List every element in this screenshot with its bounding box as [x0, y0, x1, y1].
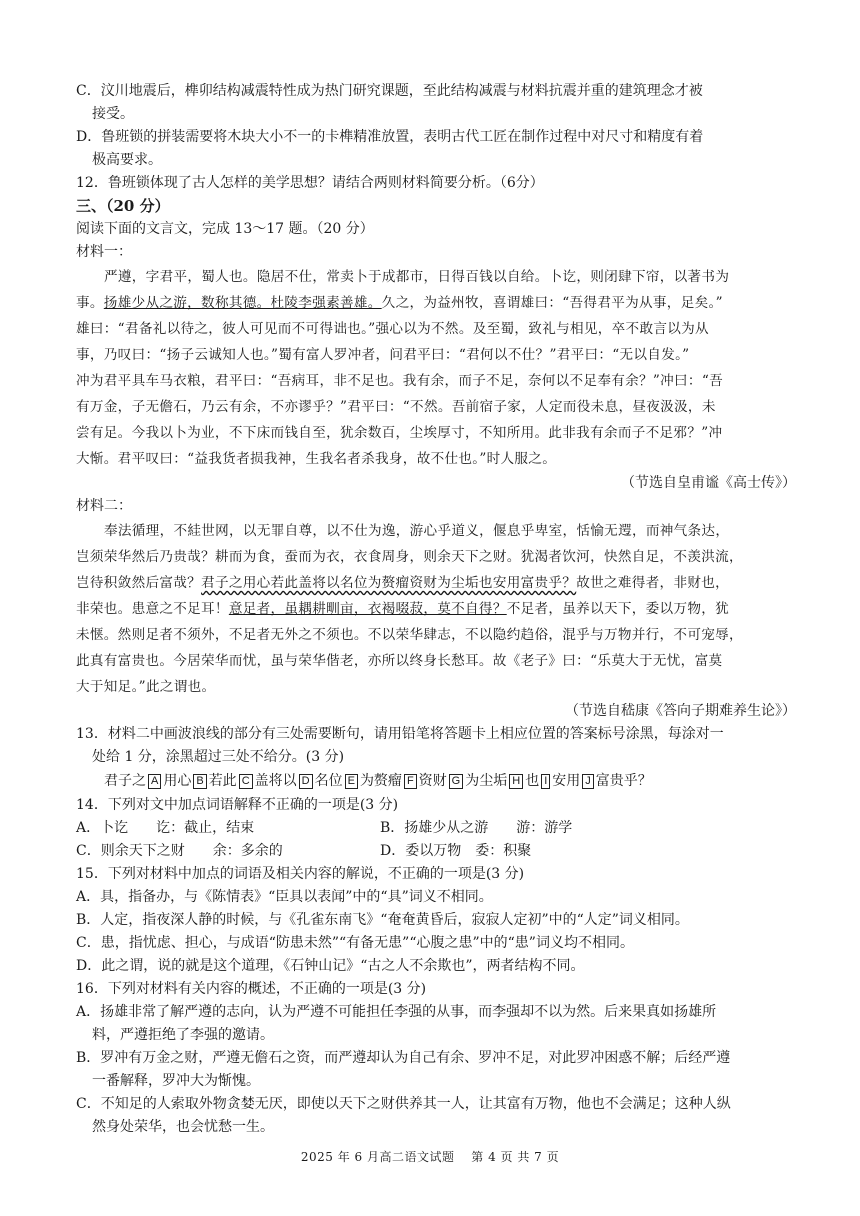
break-box[interactable]: B [193, 774, 206, 789]
break-box[interactable]: J [582, 774, 594, 789]
m2-line: 未惬。然则足者不须外，不足者无外之不须也。不以荣华肆志，不以隐约趋俗，混乎与万物并行，不可宠辱， [76, 627, 743, 643]
underlined-sentence: 意足者，虽耦耕甽亩，衣褐啜菽，莫不自得？ [228, 601, 507, 617]
q14-option-d: D．委以万物 委：积聚 [380, 843, 532, 859]
break-box[interactable]: D [299, 774, 313, 789]
m1-line: 冲为君平具车马衣粮，君平曰：“吾病耳，非不足也。我有余，而子不足，奈何以不足奉有余？”冲曰：“吾 [76, 373, 723, 389]
m1-line: 事，乃叹曰：“扬子云诚知人也。”蜀有富人罗冲者，问君平曰：“君何以不仕？”君平曰：“无以自发。” [76, 347, 690, 363]
q13-stem-line2: 处给 1 分，涂黑超过三处不给分。(3 分) [92, 749, 345, 765]
q16-option-c-line2: 然身处荣华，也会忧愁一生。 [92, 1119, 274, 1135]
q15-option-c: C．患，指忧虑、担心，与成语“防患未然”“有备无患”“心腹之患”中的“患”词义均不相同。 [76, 935, 634, 951]
break-box[interactable]: E [345, 774, 358, 789]
break-box[interactable]: G [449, 774, 464, 789]
q14-option-c: C．则余天下之财 余：多余的 [76, 843, 283, 859]
q14-options-row1 [76, 817, 796, 840]
break-box[interactable]: I [541, 774, 550, 789]
wavy-underlined-sentence: 君子之用心若此盖将以名位为赘瘤资财为尘垢也安用富贵乎？ [201, 575, 577, 591]
section-3-instruction: 阅读下面的文言文，完成 13～17 题。（20 分） [76, 221, 374, 237]
m2-line: 大于知足。”此之谓也。 [76, 679, 216, 695]
page-footer: 2025 年 6 月高二语文试题 第 4 页 共 7 页 [300, 1150, 560, 1164]
exam-page [76, 80, 796, 1139]
m1-line: 有万金，子无儋石，乃云有余，不亦谬乎？”君平曰：“不然。吾前宿子家，人定而役未息，昼夜汲汲，未 [76, 399, 716, 415]
m2-line: 奉法循理，不絓世网，以无罪自尊，以不仕为逸，游心乎道义，偃息乎卑室，恬愉无遌，而神气条达， [104, 523, 730, 539]
break-box[interactable]: H [509, 774, 523, 789]
q14-stem: 14．下列对文中加点词语解释不正确的一项是(3 分) [76, 797, 399, 813]
m2-line: 此真有富贵也。今居荣华而忧，虽与荣华偕老，亦所以终身长愁耳。故《老子》曰：“乐莫大于无忧，富莫 [76, 653, 723, 669]
q14-option-a: A．卜讫 讫：截止，结束 [76, 820, 255, 836]
q14-options-row2 [76, 840, 796, 863]
section-3-heading: 三、（20 分） [76, 197, 170, 215]
q15-stem: 15．下列对材料中加点的词语及相关内容的解说，不正确的一项是(3 分) [76, 866, 525, 882]
material-2-text [76, 518, 796, 700]
m2-line-4: 非荣也。患意之不足耳！意足者，虽耦耕甽亩，衣褐啜菽，莫不自得？不足者，虽养以天下，委以万物，犹 [76, 601, 730, 617]
material-2-source: （节选自嵇康《答向子期难养生论》） [565, 703, 796, 719]
q16-stem: 16．下列对材料有关内容的概述，不正确的一项是(3 分) [76, 981, 427, 997]
q16-option-b-line2: 一番解释，罗冲大为惭愧。 [92, 1073, 260, 1089]
break-box[interactable]: F [404, 774, 417, 789]
material-1-label: 材料一： [76, 244, 132, 260]
q12-stem: 12．鲁班锁体现了古人怎样的美学思想？请结合两则材料简要分析。（6分） [76, 175, 544, 191]
q16-option-a-line1: A．扬雄非常了解严遵的志向，认为严遵不可能担任李强的从事，而李强却不以为然。后来果真如扬雄所 [76, 1004, 717, 1020]
m1-line: 严遵，字君平，蜀人也。隐居不仕，常卖卜于成都市，日得百钱以自给。卜讫，则闭肆下帘，以著书为 [104, 269, 730, 285]
m1-line: 尝有足。今我以卜为业，不下床而钱自至，犹余数百，尘埃厚寸，不知所用。此非我有余而子不足邪？”冲 [76, 425, 723, 441]
q11-option-c-line2: 接受。 [92, 106, 134, 122]
q11-option-d-line2: 极高要求。 [92, 152, 162, 168]
q11-option-c-line1: C．汶川地震后，榫卯结构减震特性成为热门研究课题，至此结构减震与材料抗震并重的建筑理念才被 [76, 83, 703, 99]
q16-option-b-line1: B．罗冲有万金之财，严遵无儋石之资，而严遵却认为自己有余、罗冲不足，对此罗冲困惑不解；后经严遵 [76, 1050, 731, 1066]
material-2-label: 材料二： [76, 498, 132, 514]
m1-line: 大惭。君平叹曰：“益我货者损我神，生我名者杀我身，故不仕也。”时人服之。 [76, 451, 557, 467]
q13-stem-line1: 13．材料二中画波浪线的部分有三处需要断句，请用铅笔将答题卡上相应位置的答案标号涂黑，每涂对一 [76, 726, 724, 742]
q15-option-b: B．人定，指夜深人静的时候，与《孔雀东南飞》“奄奄黄昏后，寂寂人定初”中的“人定”词义相同。 [76, 912, 689, 928]
material-1-source: （节选自皇甫谧《高士传》） [621, 475, 796, 491]
q13-break-options: 君子之 A 用心 B 若此 C 盖将以 D 名位 E 为赘瘤 F 资财 G 为尘垢 H 也 I 安用 J 富贵乎？ [104, 773, 652, 789]
m2-line: 岂须荣华然后乃贵哉？耕而为食，蚕而为衣，衣食周身，则余天下之财。犹渴者饮河，快然自足，不羡洪流， [76, 549, 743, 565]
q15-option-a: A．具，指备办，与《陈情表》“臣具以表闻”中的“具”词义不相同。 [76, 889, 493, 905]
m1-line-2: 事。扬雄少从之游，数称其德。杜陵李强素善雄。久之，为益州牧，喜谓雄曰：“吾得君平为从事，足矣。” [76, 295, 723, 311]
q16-option-a-line2: 料，严遵拒绝了李强的邀请。 [92, 1027, 274, 1043]
material-1-text [76, 264, 796, 472]
break-box[interactable]: C [239, 774, 253, 789]
underlined-sentence: 扬雄少从之游，数称其德。杜陵李强素善雄。 [103, 295, 382, 311]
m1-line: 雄曰：“君备礼以待之，彼人可见而不可得诎也。”强心以为不然。及至蜀，致礼与相见，卒不敢言以为从 [76, 321, 709, 337]
q16-option-c-line1: C．不知足的人索取外物贪婪无厌，即使以天下之财供养其一人，让其富有万物，他也不会满足；这种人纵 [76, 1096, 731, 1112]
q14-option-b: B．扬雄少从之游 游：游学 [380, 820, 573, 836]
q15-option-d: D．此之谓，说的就是这个道理，《石钟山记》“古之人不余欺也”，两者结构不同。 [76, 958, 585, 974]
m2-line-3: 岂待积敛然后富哉？君子之用心若此盖将以名位为赘瘤资财为尘垢也安用富贵乎？故世之难得者，非财也， [76, 575, 730, 591]
q11-option-d-line1: D．鲁班锁的拼装需要将木块大小不一的卡榫精准放置，表明古代工匠在制作过程中对尺寸和精度有着 [76, 129, 704, 145]
break-box[interactable]: A [148, 774, 161, 789]
